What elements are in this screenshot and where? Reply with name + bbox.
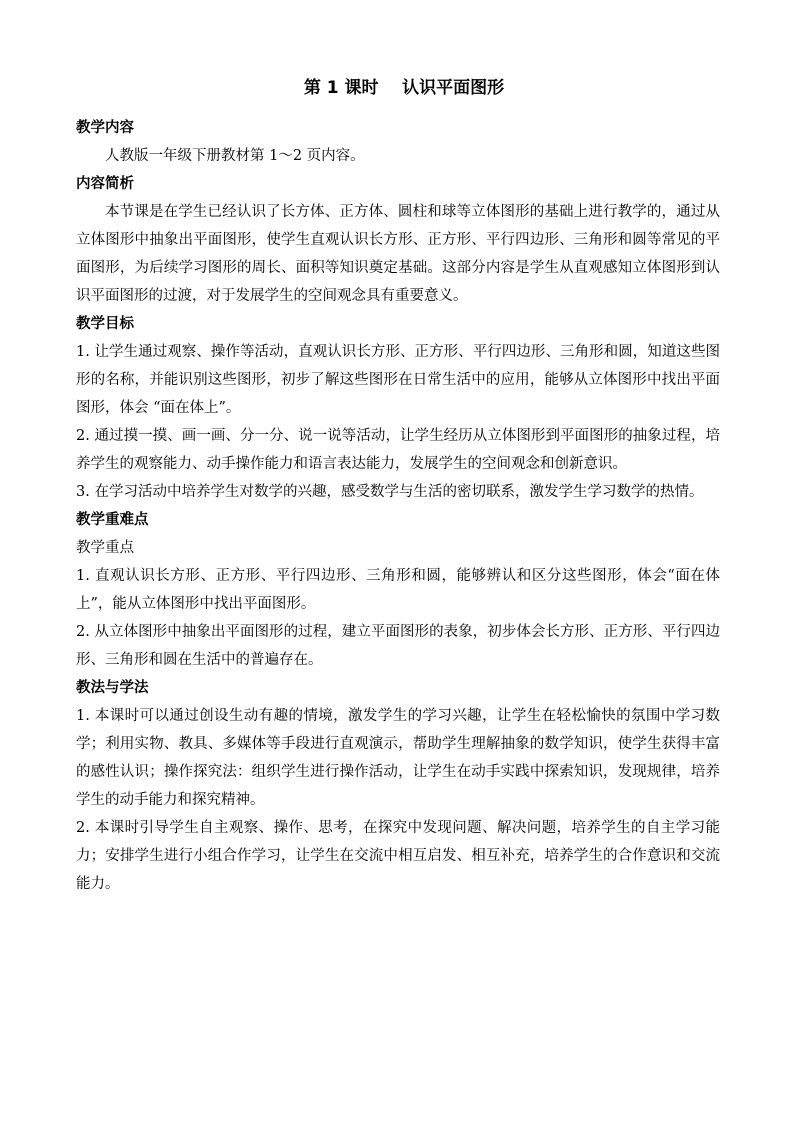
- goal-item-2: 2. 通过摸一摸、画一画、分一分、说一说等活动，让学生经历从立体图形到平面图形的抽象过程，培养学生的观察能力、动手操作能力和语言表达能力，发展学生的空间观念和创新意识。: [76, 428, 720, 472]
- method-item-2: 2. 本课时引导学生自主观察、操作、思考，在探究中发现问题、解决问题，培养学生的自主学习能力；安排学生进行小组合作学习，让学生在交流中相互启发、相互补充，培养学生的合作意识和交流能力。: [76, 820, 720, 892]
- key-point-item-2: 2. 从立体图形中抽象出平面图形的过程，建立平面图形的表象，初步体会长方形、正方形、平行四边形、三角形和圆在生活中的普遍存在。: [76, 624, 720, 668]
- goal-item-1: 1. 让学生通过观察、操作等活动，直观认识长方形、正方形、平行四边形、三角形和圆，知道这些图形的名称，并能识别这些图形，初步了解这些图形在日常生活中的应用，能够从立体图形中找出平面图形，体会 “面在体上”。: [76, 344, 720, 416]
- page-title: 第 1 课时 认识平面图形: [303, 78, 505, 98]
- content-text: 人教版一年级下册教材第 1～2 页内容。: [105, 148, 365, 164]
- method-item-1: 1. 本课时可以通过创设生动有趣的情境，激发学生的学习兴趣，让学生在轻松愉快的氛围中学习数学；利用实物、教具、多媒体等手段进行直观演示，帮助学生理解抽象的数学知识，使学生获得丰富的感性认识；操作探究法：组织学生进行操作活动，让学生在动手实践中探索知识，发现规律，培养学生的动手能力和探究精神。: [76, 708, 720, 808]
- key-point-item-1: 1. 直观认识长方形、正方形、平行四边形、三角形和圆，能够辨认和区分这些图形，体会“面在体上”，能从立体图形中找出平面图形。: [76, 568, 720, 612]
- analysis-text: 本节课是在学生已经认识了长方体、正方体、圆柱和球等立体图形的基础上进行教学的，通过从立体图形中抽象出平面图形，使学生直观认识长方形、正方形、平行四边形、三角形和圆等常见的平面图形，为后续学习图形的周长、面积等知识奠定基础。这部分内容是学生从直观感知立体图形到认识平面图形的过渡，对于发展学生的空间观念具有重要意义。: [76, 204, 720, 304]
- goal-item-3: 3. 在学习活动中培养学生对数学的兴趣，感受数学与生活的密切联系，激发学生学习数学的热情。: [76, 484, 704, 500]
- section-heading-methods: 教法与学法: [76, 680, 149, 696]
- subheading-key-points: 教学重点: [76, 540, 134, 556]
- section-heading-goals: 教学目标: [76, 316, 134, 332]
- section-heading-analysis: 内容简析: [76, 176, 134, 192]
- section-heading-content: 教学内容: [76, 120, 134, 136]
- section-heading-key-points: 教学重难点: [76, 512, 149, 528]
- document-page: [76, 74, 720, 898]
